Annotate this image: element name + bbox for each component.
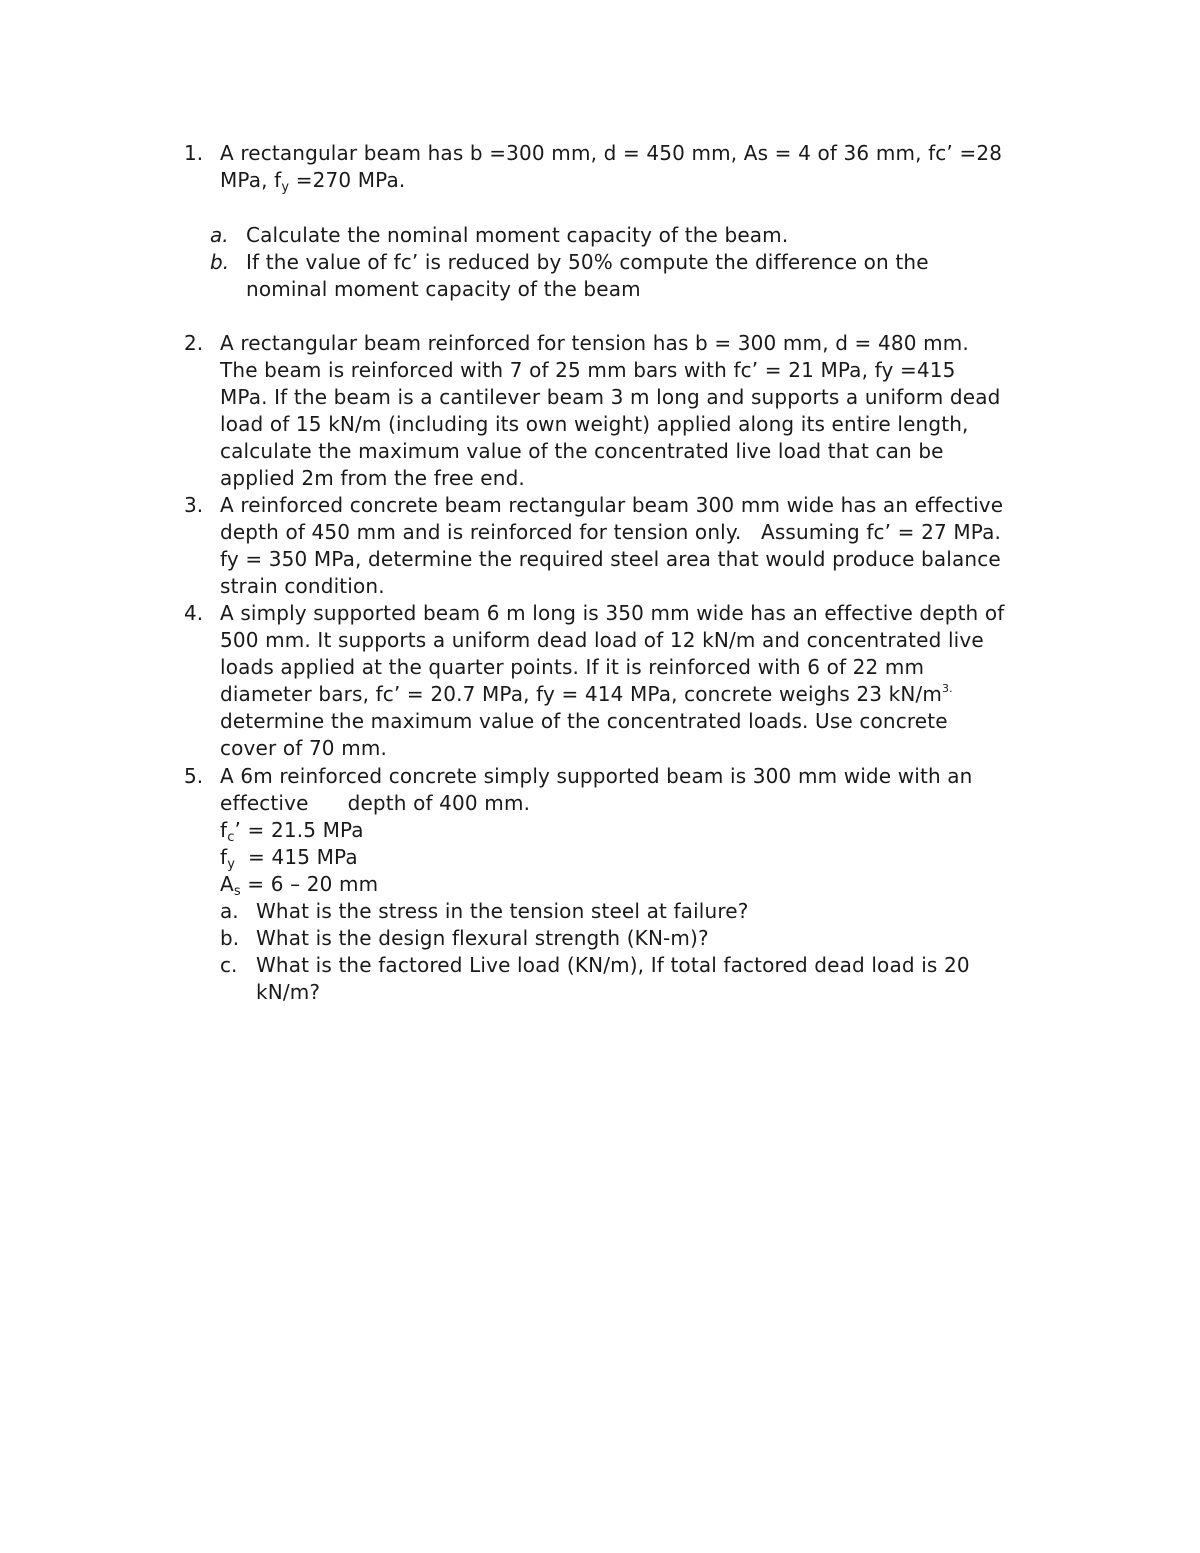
question-3-line-3: fy = 350 MPa, determine the required steel area that would produce balance <box>220 547 1001 571</box>
question-1-number: 1. <box>184 141 204 165</box>
question-1-line-1: A rectangular beam has b =300 mm, d = 450 mm, As = 4 of 36 mm, fc’ =28 <box>220 141 1003 165</box>
question-3-line-2: depth of 450 mm and is reinforced for tension only. Assuming fc’ = 27 MPa. <box>220 520 1001 544</box>
question-5-number: 5. <box>184 764 204 788</box>
question-2-line-5: calculate the maximum value of the concentrated live load that can be <box>220 439 944 463</box>
question-2-line-1: A rectangular beam reinforced for tension has b = 300 mm, d = 480 mm. <box>220 331 969 355</box>
question-4-line-3: loads applied at the quarter points. If it is reinforced with 6 of 22 mm <box>220 655 925 679</box>
question-2-line-2: The beam is reinforced with 7 of 25 mm bars with fc’ = 21 MPa, fy =415 <box>220 358 956 382</box>
question-1-part-b-label: b. <box>210 250 230 274</box>
question-1-part-b-line-1: If the value of fc’ is reduced by 50% compute the difference on the <box>246 250 929 274</box>
question-1-part-b-line-2: nominal moment capacity of the beam <box>246 277 641 301</box>
question-2-number: 2. <box>184 331 204 355</box>
question-3-line-4: strain condition. <box>220 574 385 598</box>
question-5-line-1: A 6m reinforced concrete simply supported beam is 300 mm wide with an <box>220 764 973 788</box>
question-3-number: 3. <box>184 493 204 517</box>
question-4-line-1: A simply supported beam 6 m long is 350 mm wide has an effective depth of <box>220 601 1005 625</box>
question-1-line-2: MPa, $f_y =270$ MPa. <box>220 168 406 195</box>
question-1-part-a-label: a. <box>210 223 229 247</box>
question-5-part-b-text: What is the design flexural strength (KN-m)? <box>256 926 709 950</box>
question-2-line-3: MPa. If the beam is a cantilever beam 3 m long and supports a uniform dead <box>220 385 1001 409</box>
question-4-line-6: cover of 70 mm. <box>220 736 387 760</box>
question-5-part-b-label: b. <box>220 926 240 950</box>
question-5-part-c-line-2: kN/m? <box>256 980 321 1004</box>
question-5-part-c-label: c. <box>220 953 238 977</box>
question-5-given-as: $A_s = 6 - 20$ mm <box>220 872 379 899</box>
question-5-line-2: effective depth of 400 mm. <box>220 791 531 815</box>
question-4-number: 4. <box>184 601 204 625</box>
question-2-line-6: applied 2m from the free end. <box>220 466 525 490</box>
question-4-line-4: diameter bars, fc’ = 20.7 MPa, fy = 414 MPa, concrete weighs 23 $kN/m^{3.}$ <box>220 682 953 706</box>
question-5-given-fy: $f_y = 415$ MPa <box>220 845 358 872</box>
question-1-part-a-text: Calculate the nominal moment capacity of the beam. <box>246 223 789 247</box>
question-2-line-4: load of 15 kN/m (including its own weight) applied along its entire length, <box>220 412 969 436</box>
question-5-part-c-line-1: What is the factored Live load (KN/m), If total factored dead load is 20 <box>256 953 970 977</box>
question-4-line-2: 500 mm. It supports a uniform dead load of 12 kN/m and concentrated live <box>220 628 984 652</box>
question-5-part-a-text: What is the stress in the tension steel at failure? <box>256 899 749 923</box>
question-4-line-5: determine the maximum value of the concentrated loads. Use concrete <box>220 709 948 733</box>
question-5-given-fc: $f_c$’ = 21.5 MPa <box>220 818 364 845</box>
question-3-line-1: A reinforced concrete beam rectangular beam 300 mm wide has an effective <box>220 493 1004 517</box>
question-5-part-a-label: a. <box>220 899 239 923</box>
